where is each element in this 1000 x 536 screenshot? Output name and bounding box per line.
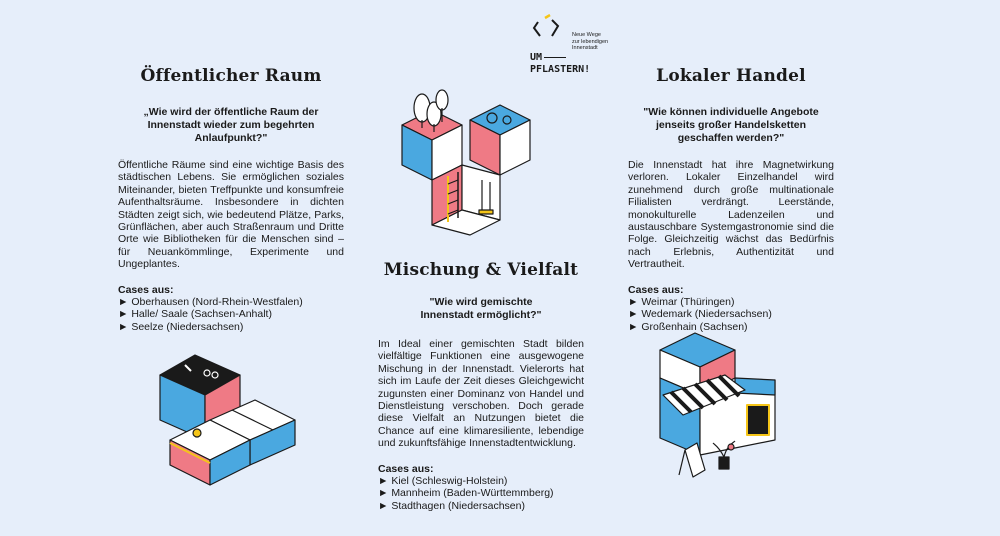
section-title: Lokaler Handel — [656, 66, 806, 86]
section-question: "Wie können individuelle Angebote jenseits großer Handelsketten geschaffen werden?" — [643, 106, 819, 144]
section-body: Öffentliche Räume sind eine wichtige Basis des städtischen Lebens. Sie ermöglichen soziales Miteinander, bieten Treffpunkte und konsumfreie Aufenthaltsräume. Insbesondere in dichten Städten zeigt sich, wie bedeutend Plätze, Parks, Grünflächen, aber auch Straßenraum und Dritte Orte wie Bibliotheken für die Menschen sind – für Neuankömmlinge, Experimente und Ungeplantes. — [118, 159, 344, 271]
section-question: "Wie wird gemischte Innenstadt ermöglicht?" — [420, 296, 542, 321]
section-title: Mischung & Vielfalt — [383, 260, 579, 280]
section-body: Im Ideal einer gemischten Stadt bilden vielfältige Funktionen eine ausgewogene Mischung in der Innenstadt. Vielerorts hat sich im Laufe der Zeit dieses Gleichgewicht zugunsten einer Dominanz von Handel und Dienstleistung verschoben. Doch gerade diese Vielfalt an Nutzungen bietet die Chance auf eine klimaresiliente, lebendige und zukunftsfähige Innenstadtentwicklung. — [378, 338, 584, 450]
public-space-illustration — [155, 345, 305, 495]
local-shop-illustration — [655, 325, 805, 485]
list-item: ► Mannheim (Baden-Württemmberg) — [378, 487, 584, 499]
section-title: Öffentlicher Raum — [140, 66, 322, 86]
list-item: ► Oberhausen (Nord-Rhein-Westfalen) — [118, 296, 344, 308]
section-question: „Wie wird der öffentliche Raum der Innenstadt wieder zum begehrten Anlaufpunkt?" — [143, 106, 319, 144]
column-lokaler-handel — [628, 66, 834, 333]
list-item: ► Wedemark (Niedersachsen) — [628, 308, 834, 320]
logo — [528, 14, 628, 84]
cases-title: Cases aus: — [378, 462, 434, 475]
section-body: Die Innenstadt hat ihre Magnetwirkung verloren. Lokaler Einzelhandel wird zunehmend durch große multinationale Filialisten verdrängt. Leerstände, monokulturelle Ladenzeilen und austauschbare Systemgastronomie sind die Folge. Gleichzeitig wächst das Bedürfnis nach Erlebnis, Authentizität und Vertrautheit. — [628, 159, 834, 271]
list-item: ► Seelze (Niedersachsen) — [118, 321, 344, 333]
logo-wordmark: UM PFLASTERN! — [530, 52, 591, 75]
list-item: ► Kiel (Schleswig-Holstein) — [378, 475, 584, 487]
cases-list — [378, 475, 584, 512]
list-item: ► Weimar (Thüringen) — [628, 296, 834, 308]
column-mischung-vielfalt — [378, 260, 584, 512]
cases-title: Cases aus: — [628, 283, 684, 296]
column-oeffentlicher-raum — [118, 66, 344, 333]
list-item: ► Großenhain (Sachsen) — [628, 321, 834, 333]
list-item: ► Stadthagen (Niedersachsen) — [378, 500, 584, 512]
logo-tagline: Neue Wege zur lebendigen Innenstadt — [572, 32, 609, 51]
mixed-use-illustration — [392, 80, 552, 250]
cases-title: Cases aus: — [118, 283, 174, 296]
list-item: ► Halle/ Saale (Sachsen-Anhalt) — [118, 308, 344, 320]
cases-list — [118, 296, 344, 333]
logo-mark-icon — [532, 14, 562, 42]
